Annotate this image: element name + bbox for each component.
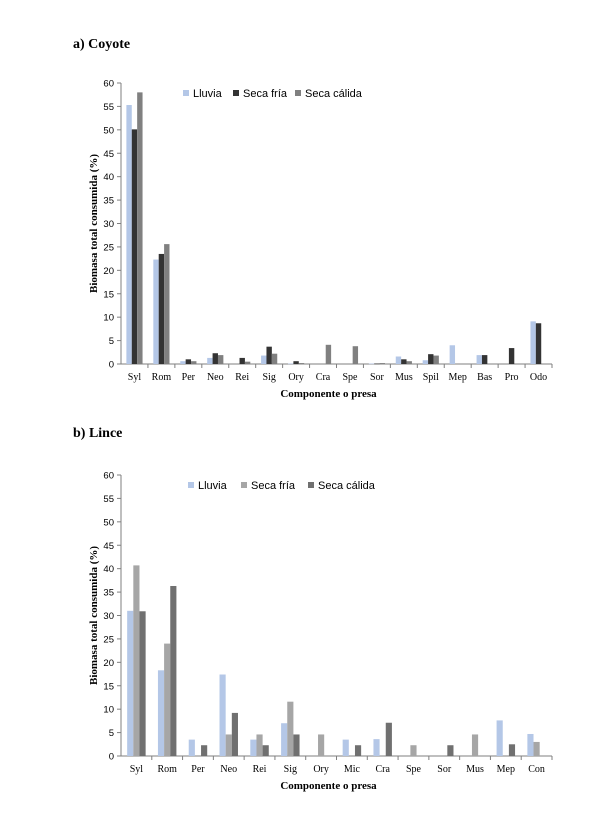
b-x-tick-label: Sor [437,764,452,775]
b-bar [226,734,232,756]
a-legend-swatch [233,90,239,96]
a-bar [374,364,379,365]
a-bar [299,363,304,364]
b-x-tick-label: Cra [375,764,390,775]
b-bar [281,723,287,756]
a-x-tick-label: Mep [448,372,467,383]
a-x-tick-label: Syl [127,372,142,383]
a-legend-label: Seca cálida [305,88,362,100]
b-bar [201,745,207,756]
b-bar [133,565,139,756]
b-x-tick-label: Sig [283,764,297,775]
b-x-axis-label: Componente o presa [280,780,377,792]
chart-a-title: a) Coyote [73,37,131,52]
a-bar [353,346,358,364]
b-x-tick-label: Syl [129,764,144,775]
b-bar [497,720,503,756]
a-y-tick-label: 15 [103,289,114,301]
a-legend-swatch [183,90,189,96]
a-bar [407,361,412,364]
a-bar [450,345,455,364]
a-bar [326,345,331,364]
a-bar [482,355,487,364]
a-bar [396,357,401,364]
a-bar [218,355,223,364]
a-bar [180,361,185,364]
a-x-tick-label: Rei [235,372,250,383]
b-bar [447,745,453,756]
a-legend-label: Seca fría [243,88,288,100]
a-bar [536,323,541,364]
b-y-tick-label: 30 [103,611,114,622]
b-x-tick-label: Mep [496,764,515,775]
a-x-tick-label: Ory [288,372,304,383]
b-legend-swatch [241,482,247,488]
b-y-tick-label: 10 [103,704,114,716]
b-x-tick-label: Per [191,764,205,775]
a-y-tick-label: 25 [103,242,114,254]
b-bar [318,734,324,756]
a-y-tick-label: 50 [103,125,114,137]
b-legend-label: Seca fría [251,480,296,492]
a-y-axis-label: Biomasa total consumida (%) [88,153,100,294]
a-y-tick-label: 40 [103,172,114,184]
b-bar [158,670,164,756]
a-x-tick-label: Sor [369,372,384,383]
a-bar [272,354,277,364]
b-y-tick-label: 20 [103,657,114,669]
a-x-axis-label: Componente o presa [280,388,377,400]
b-x-tick-label: Spe [405,764,421,775]
a-x-tick-label: Rom [151,372,172,383]
b-y-tick-label: 35 [103,587,114,599]
a-y-tick-label: 0 [108,359,114,371]
b-x-tick-label: Con [528,764,545,775]
b-y-tick-label: 25 [103,634,114,646]
a-bar [164,244,169,364]
b-y-tick-label: 0 [108,751,114,763]
a-x-tick-label: Per [181,372,196,383]
b-x-tick-label: Mus [466,764,484,775]
b-bar [170,586,176,756]
a-bar [428,354,433,364]
b-y-tick-label: 60 [103,470,114,482]
b-bar [220,675,226,756]
b-bar [164,644,170,756]
a-bar [380,363,385,364]
a-x-tick-label: Spil [422,372,439,383]
a-bar [153,260,158,364]
b-bar [232,713,238,756]
a-y-tick-label: 10 [103,312,114,324]
a-legend-label: Lluvia [193,88,222,100]
b-y-tick-label: 50 [103,517,114,529]
a-y-tick-label: 30 [103,219,114,230]
b-legend-swatch [188,482,194,488]
b-legend-swatch [308,482,314,488]
b-x-tick-label: Rei [252,764,267,775]
a-bar [288,364,293,365]
a-bar [401,359,406,364]
b-bar [509,744,515,756]
a-y-tick-label: 55 [103,101,114,113]
b-y-tick-label: 55 [103,493,114,505]
a-bar [433,356,438,364]
a-x-tick-label: Odo [529,372,548,383]
b-x-tick-label: Neo [220,764,238,775]
a-y-tick-label: 20 [103,265,114,277]
chart-b-title: b) Lince [73,426,123,441]
a-bar [477,355,482,364]
b-y-tick-label: 15 [103,681,114,693]
b-x-tick-label: Rom [157,764,177,775]
b-bar [139,611,145,756]
b-bar [256,734,262,756]
a-x-tick-label: Spe [342,372,358,383]
a-y-tick-label: 60 [103,78,114,90]
b-legend-label: Seca cálida [318,480,375,492]
a-bar [186,359,191,364]
a-bar [159,254,164,364]
a-bar [293,361,298,364]
a-x-tick-label: Pro [504,372,519,383]
b-bar [373,739,379,756]
a-legend-swatch [295,90,301,96]
b-bar [287,702,293,756]
b-y-axis-label: Biomasa total consumida (%) [88,545,100,686]
b-bar [386,723,392,756]
b-bar [293,734,299,756]
a-bar [423,360,428,364]
a-x-tick-label: Cra [315,372,331,383]
a-bar [245,362,250,364]
b-y-tick-label: 40 [103,564,114,576]
a-bar [126,105,131,364]
b-y-tick-label: 45 [103,540,114,552]
b-bar [410,745,416,756]
b-bar [355,745,361,756]
a-y-tick-label: 35 [103,195,114,207]
b-x-tick-label: Ory [313,764,329,775]
a-bar [530,321,535,364]
b-bar [527,734,533,756]
a-bar [509,348,514,364]
b-x-tick-label: Mic [343,764,360,775]
a-y-tick-label: 5 [108,336,114,348]
a-bar [369,364,374,365]
a-x-tick-label: Neo [206,372,224,383]
b-bar [472,734,478,756]
b-bar [534,742,540,756]
a-x-tick-label: Bas [477,372,493,383]
a-bar [137,92,142,364]
b-bar [263,745,269,756]
a-y-tick-label: 45 [103,148,114,160]
b-bar [343,740,349,756]
a-x-tick-label: Sig [262,372,276,383]
a-x-tick-label: Mus [394,372,413,383]
a-bar [261,356,266,364]
b-bar [127,611,133,756]
b-bar [250,740,256,756]
b-bar [189,740,195,756]
b-legend-label: Lluvia [198,480,227,492]
a-bar [240,358,245,364]
a-bar [132,129,137,364]
a-bar [266,347,271,364]
a-bar [191,361,196,364]
a-bar [213,353,218,364]
a-bar [207,358,212,364]
b-y-tick-label: 5 [108,728,114,740]
